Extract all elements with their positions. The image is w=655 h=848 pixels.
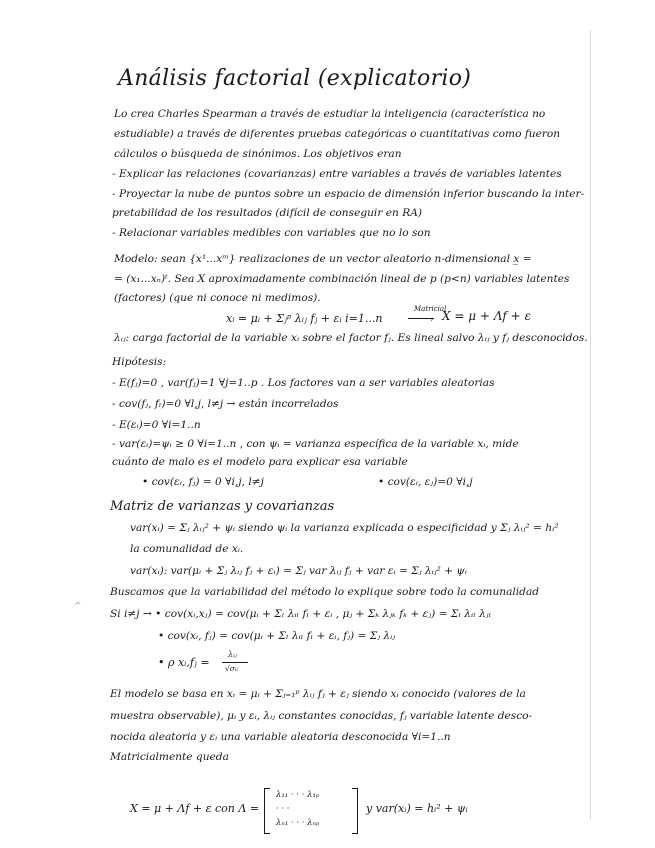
hypothesis-item: - var(εᵢ)=ψᵢ ≥ 0 ∀i=1..n , con ψᵢ = varianza específica de la variable xᵢ, mide	[112, 438, 519, 450]
model-line-2: = (x₁...xₙ)ᵗ. Sea X aproximadamente combinación lineal de p (p<n) variables latentes	[114, 273, 570, 285]
objective-item: - Relacionar variables medibles con variables que no lo son	[112, 227, 431, 239]
intro-line-3: cálculos o búsqueda de sinónimos. Los objetivos eran	[114, 148, 402, 160]
matricial-arrow-label: Matricial	[414, 305, 447, 313]
intro-line-1: Lo crea Charles Spearman a través de estudiar la inteligencia (característica no	[114, 108, 546, 120]
final-equation-lhs: X = μ + Λf + ε con Λ =	[130, 802, 260, 815]
rho-numerator: λᵢⱼ	[228, 650, 237, 659]
rho-label: • ρ xᵢ,fⱼ =	[158, 656, 210, 669]
hypothesis-item: - E(εᵢ)=0 ∀i=1..n	[112, 419, 201, 431]
conclusion-line-2: muestra observable), μᵢ y εᵢ, λᵢⱼ constantes conocidas, fⱼ variable latente desco-	[110, 710, 533, 722]
model-equation: xᵢ = μᵢ + Σⱼᵖ λᵢⱼ fⱼ + εᵢ i=1...n	[226, 312, 383, 325]
objective-item: pretabilidad de los resultados (difícil de conseguir en RA)	[112, 207, 422, 219]
variance-line-2: la comunalidad de xᵢ.	[130, 543, 244, 555]
hypothesis-item: - cov(fⱼ, fₗ)=0 ∀l,j, l≠j → están incorrelados	[112, 398, 339, 410]
matrix-right-bracket	[352, 788, 358, 834]
search-text: Buscamos que la variabilidad del método lo explique sobre todo la comunalidad	[110, 586, 540, 598]
conclusion-line-3: nocida aleatoria y εᵢ una variable aleatoria desconocida ∀i=1..n	[110, 731, 451, 743]
matrix-section-title: Matriz de varianzas y covarianzas	[110, 499, 335, 514]
rho-denominator: √σᵢᵢ	[225, 664, 238, 673]
loading-definition: λᵢⱼ: carga factorial de la variable xᵢ sobre el factor fⱼ. Es lineal salvo λᵢⱼ y fⱼ desconocidos.	[114, 332, 588, 344]
objective-item: - Proyectar la nube de puntos sobre un espacio de dimensión inferior buscando la inter-	[112, 188, 585, 200]
model-line-3: (factores) (que ni conoce ni medimos).	[114, 292, 321, 304]
margin-mark: ^	[74, 602, 82, 612]
final-equation-rhs: y var(xᵢ) = hᵢ² + ψᵢ	[366, 802, 468, 815]
matricial-label: Matricialmente queda	[110, 751, 229, 763]
hypothesis-item: - E(fⱼ)=0 , var(fⱼ)=1 ∀j=1..p . Los factores van a ser variables aleatorias	[112, 377, 495, 389]
hypotheses-title: Hipótesis:	[112, 356, 167, 368]
conclusion-line-1: El modelo se basa en xᵢ = μᵢ + Σⱼ₌₁ᵖ λᵢⱼ fⱼ + εⱼ siendo xᵢ conocido (valores de la	[110, 688, 526, 700]
fraction-bar	[222, 662, 248, 663]
model-line-1: Modelo: sean {x¹...xᵐ} realizaciones de un vector aleatorio n-dimensional x̲ =	[114, 253, 532, 265]
arrow-head-icon: ›	[430, 315, 434, 324]
model-matrix-equation: X = μ + Λf + ε	[442, 309, 531, 323]
cov-bullet-1: • cov(εᵢ, fⱼ) = 0 ∀i,j, l≠j	[142, 476, 264, 488]
covariance-line-1: Si i≠j → • cov(xᵢ,xⱼ) = cov(μᵢ + Σₗ λᵢₗ fₗ + εᵢ , μⱼ + Σₖ λⱼₖ fₖ + εⱼ) = Σₗ λᵢₗ λⱼₗ	[110, 608, 492, 620]
matrix-left-bracket	[264, 788, 270, 834]
variance-line-1: var(xᵢ) = Σⱼ λᵢⱼ² + ψᵢ siendo ψᵢ la varianza explicada o especificidad y Σⱼ λᵢⱼ² = hᵢ²	[130, 522, 559, 534]
page-edge-line	[590, 30, 591, 820]
hypothesis-item: cuánto de malo es el modelo para explicar esa variable	[112, 456, 408, 468]
page-title: Análisis factorial (explicatorio)	[118, 66, 472, 91]
lambda-matrix	[264, 788, 358, 832]
covariance-line-2: • cov(xᵢ, fⱼ) = cov(μᵢ + Σₗ λᵢₗ fₗ + εᵢ, fⱼ) = Σⱼ λᵢⱼ	[158, 630, 396, 642]
intro-line-2: estudiable) a través de diferentes pruebas categóricas o cuantitativas como fueron	[114, 128, 561, 140]
matrix-row: λₙ₁ · · · λₙₚ	[276, 818, 320, 828]
objective-item: - Explicar las relaciones (covarianzas) entre variables a través de variables latentes	[112, 168, 562, 180]
matrix-row: λ₁₁ · · · λ₁ₚ	[276, 790, 320, 800]
variance-line-3: var(xᵢ): var(μᵢ + Σⱼ λᵢⱼ fⱼ + εᵢ) = Σⱼ var λᵢⱼ fⱼ + var εᵢ = Σⱼ λᵢⱼ² + ψᵢ	[130, 565, 467, 577]
matrix-row: · · ·	[276, 804, 290, 814]
cov-bullet-2: • cov(εᵢ, εⱼ)=0 ∀i,j	[378, 476, 473, 488]
